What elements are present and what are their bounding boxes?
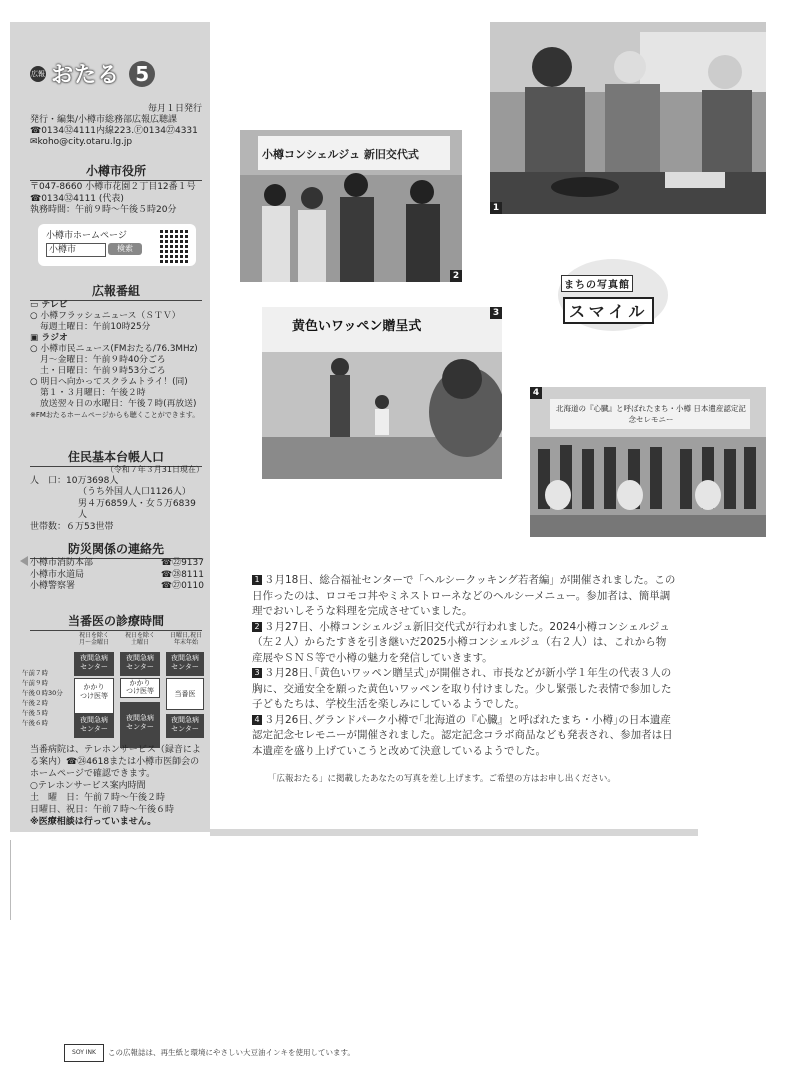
disaster-row: 小樽警察署 ☎㉗0110 — [30, 581, 204, 591]
clinic-title: 当番医の診療時間 — [30, 612, 202, 631]
radio-program-2: ○ 明日へ向かってスクラムトライ！(同) — [30, 377, 188, 387]
city-office-phone: ☎0134㉜4111 (代表) — [30, 193, 124, 204]
logo-badge: 広報 — [30, 66, 46, 82]
radio-program: ○ 小樽市民ニュース(FMおたる/76.3MHz) — [30, 344, 198, 354]
population-info — [30, 464, 204, 533]
population-foreign: （うち外国人人口1126人） — [78, 487, 191, 497]
masthead-logo — [30, 58, 155, 89]
caption-item: 1 ３月18日、総合福祉センターで「ヘルシークッキング若者編」が開催されました。この日作ったのは、ロコモコ丼やミネストローネなどのヘルシーメニュー。参加者は、簡単調理でおいしそうな料理を完成させていました。 — [252, 574, 676, 617]
photo-cooking — [490, 22, 766, 214]
city-office-hours: 執務時間：午前９時〜午後５時20分 — [30, 205, 177, 215]
photo-ceremony-sign: 北海道の『心臓』と呼ばれたまち・小樽 日本遺産認定記念セレモニー — [556, 404, 746, 424]
population-households: 世帯数：６万53世帯 — [30, 521, 114, 532]
clinic-warning: ※医療相談は行っていません。 — [30, 817, 157, 827]
radio-note: ※FMおたるホームページからも聴くことができます。 — [30, 411, 200, 419]
radio-label: ▣ ラジオ — [30, 333, 68, 343]
homepage-search-button[interactable]: 検索 — [108, 243, 142, 255]
night-center-cell: 夜間急病 センター — [74, 714, 114, 738]
photo-captions — [252, 573, 676, 759]
photo-wappen — [262, 307, 502, 479]
smile-logo — [553, 255, 673, 335]
phone-service-title: ○テレホンサービス案内時間 — [30, 781, 146, 791]
disaster-row: 小樽市消防本部 ☎㉒9137 — [30, 558, 204, 568]
disaster-row: 小樽市水道局 ☎㉘8111 — [30, 569, 204, 580]
clinic-col-holiday: 日曜日,祝日 年末年始 — [170, 632, 202, 646]
soy-ink-mark-icon: SOY INK — [64, 1044, 104, 1062]
left-rule — [10, 840, 11, 920]
population-total: 人 口：10万3698人 — [30, 475, 119, 486]
caption-item: 3 ３月28日､｢黄色いワッペン贈呈式｣が開催され、市長などが新小学１年生の代表３人の胸に、交通安全を願った黄色いワッペンを取り付けました。少し緊張した表情で参加した子どもたちは、学校生活を楽しみにしているようでした。 — [252, 667, 672, 710]
phone-service-sunday: 日曜日、祝日：午前７時〜午後６時 — [30, 805, 175, 815]
radio-time-weekday: 月〜金曜日：午前９時40分ごろ — [40, 355, 166, 365]
homepage-search-input[interactable]: 小樽市 — [46, 243, 106, 257]
photo-tag: 4 — [530, 387, 542, 399]
publisher-email[interactable]: ✉koho@city.otaru.lg.jp — [30, 137, 133, 147]
disaster-title: 防災関係の連絡先 — [30, 540, 202, 559]
photo-ceremony — [530, 387, 766, 537]
qr-code-icon[interactable] — [160, 229, 190, 263]
homepage-label: 小樽市ホームページ — [46, 231, 127, 241]
photo-concierge — [240, 130, 462, 282]
clinic-notes — [30, 744, 204, 828]
gp-cell: かかり つけ医等 — [74, 678, 114, 714]
publication-frequency: 毎月１日発行 — [147, 104, 202, 114]
clinic-schedule — [22, 630, 205, 740]
population-date: （令和７年３月31日現在） — [105, 465, 204, 474]
duty-doctor-cell: 当番医 — [166, 678, 204, 710]
caption-item: 2 ３月27日、小樽コンシェルジュ新旧交代式が行われました。2024小樽コンシェルジュ（左２人）からたすきを引き継いだ2025小樽コンシェルジュ（右２人）は、これから物産展やＳＮＳ等で小樽の魅力を発信していきます。 — [252, 620, 670, 664]
night-center-cell: 夜間急病 センター — [166, 714, 204, 738]
tv-label: ▭ テレビ — [30, 300, 68, 310]
publisher: 発行・編集/小樽市総務部広報広聴課 — [30, 115, 178, 125]
clinic-col-weekday: 祝日を除く 月〜金曜日 — [78, 632, 109, 646]
photo-concierge-sign: 小樽コンシェルジュ 新旧交代式 — [262, 148, 419, 161]
tv-program: ○ 小樽フラッシュニュース（ＳＴＶ） — [30, 311, 181, 321]
smile-top-label: まちの写真館 — [561, 275, 633, 292]
bottom-rule — [210, 829, 698, 836]
city-office-address: 〒047-8660 小樽市花園２丁目12番１号 — [30, 182, 196, 192]
radio-time-weekend: 土・日曜日：午前９時53分ごろ — [40, 366, 166, 376]
night-center-cell: 夜間急病 センター — [120, 652, 160, 676]
photo-tag: 2 — [450, 270, 462, 282]
night-center-cell: 夜間急病 センター — [166, 652, 204, 676]
photo-tag: 1 — [490, 202, 502, 214]
logo-name: おたる — [51, 63, 121, 88]
disaster-list — [30, 558, 204, 593]
caption-item: 4 ３月26日､グランドパーク小樽で｢北海道の『心臓』と呼ばれたまち・小樽｣の日本遺産認定記念セレモニーが開催されました。認定記念コラボ商品なども発表され、参加者は日本遺産を盛り上げていこうと改めて決意しているようでした。 — [252, 713, 673, 757]
publication-info — [30, 104, 202, 148]
city-office-title: 小樽市役所 — [30, 162, 202, 181]
page-turn-arrow-icon[interactable] — [20, 556, 28, 566]
broadcast-title: 広報番組 — [30, 282, 202, 301]
publisher-phone: ☎0134㉜4111内線223.Ⓕ0134㉗4331 — [30, 126, 198, 136]
photo-cooking-image — [490, 22, 766, 214]
population-title: 住民基本台帳人口 — [30, 448, 202, 467]
clinic-note: 当番病院は、テレホンサービス（録音による案内）☎㉔4618または小樽市医師会のホームページで確認できます。 — [30, 745, 201, 779]
phone-service-saturday: 土 曜 日：午前７時〜午後２時 — [30, 793, 166, 803]
night-center-cell: 夜間急病 センター — [74, 652, 114, 676]
smile-bottom-label: スマイル — [563, 297, 654, 324]
clinic-times: 午前７時 午前９時 午後０時30分 午後２時 午後５時 午後６時 — [22, 669, 63, 727]
radio-time-4: 放送翌々日の水曜日：午後７時(再放送) — [40, 399, 197, 409]
footer — [64, 1044, 355, 1062]
tv-icon: ▭ — [30, 300, 39, 310]
photo-tag: 3 — [490, 307, 502, 319]
radio-time-3: 第１・３月曜日：午後２時 — [40, 388, 146, 398]
radio-icon: ▣ — [30, 333, 39, 343]
population-gender: 男４万6859人・女５万6839人 — [78, 498, 196, 520]
photo-offer-note: 「広報おたる」に掲載したあなたの写真を差し上げます。ご希望の方はお申し出ください。 — [268, 774, 616, 784]
photo-wappen-sign: 黄色いワッペン贈呈式 — [292, 319, 422, 334]
homepage-box — [38, 224, 196, 266]
broadcast-info — [30, 300, 204, 421]
city-office-info — [30, 182, 204, 217]
tv-time: 毎週土曜日：午前10時25分 — [40, 322, 151, 332]
night-center-cell: 夜間急病 センター — [120, 702, 160, 748]
footer-text: この広報誌は、再生紙と環境にやさしい大豆油インキを使用しています。 — [108, 1048, 355, 1057]
gp-cell: かかり つけ医等 — [120, 678, 160, 698]
issue-number: 5 — [129, 61, 155, 87]
clinic-col-saturday: 祝日を除く 土曜日 — [124, 632, 155, 646]
